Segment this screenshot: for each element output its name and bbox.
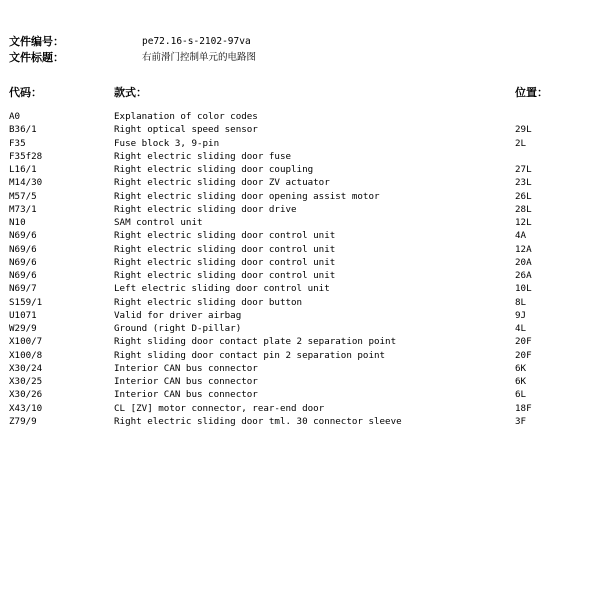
list-item bbox=[0, 123, 607, 136]
component-description: Right electric sliding door button bbox=[114, 296, 303, 308]
component-code: X43/10 bbox=[9, 402, 43, 414]
component-description: Right electric sliding door control unit bbox=[114, 243, 336, 255]
list-item bbox=[0, 335, 607, 348]
list-item bbox=[0, 415, 607, 428]
component-description: Left electric sliding door control unit bbox=[114, 283, 330, 295]
component-code: N69/6 bbox=[9, 243, 37, 255]
component-position: 29L bbox=[515, 124, 532, 136]
component-code: X30/24 bbox=[9, 362, 43, 374]
list-item bbox=[0, 110, 607, 123]
list-item bbox=[0, 229, 607, 242]
component-code: M14/30 bbox=[9, 177, 43, 189]
component-code: A0 bbox=[9, 111, 21, 122]
component-description: SAM control unit bbox=[114, 217, 203, 228]
component-position: 9J bbox=[515, 309, 527, 321]
component-position: 2L bbox=[515, 137, 527, 149]
component-code: S159/1 bbox=[9, 296, 43, 308]
component-description: CL [ZV] motor connector, rear-end door bbox=[114, 402, 325, 414]
list-item bbox=[0, 402, 607, 415]
list-item bbox=[0, 203, 607, 216]
list-item bbox=[0, 349, 607, 362]
list-item bbox=[0, 190, 607, 203]
component-description: Right electric sliding door ZV actuator bbox=[114, 177, 330, 189]
component-code: X100/8 bbox=[9, 349, 43, 361]
component-description: Right electric sliding door control unit bbox=[114, 230, 336, 242]
list-item bbox=[0, 388, 607, 401]
component-code: N10 bbox=[9, 217, 26, 228]
component-code: W29/9 bbox=[9, 323, 37, 334]
component-code: N69/7 bbox=[9, 283, 37, 295]
component-code: F35f28 bbox=[9, 150, 43, 162]
list-item bbox=[0, 375, 607, 388]
component-description: Right electric sliding door tml. 30 connector sleeve bbox=[114, 415, 402, 427]
component-position: 20F bbox=[515, 349, 532, 361]
list-item bbox=[0, 269, 607, 282]
component-position: 4A bbox=[515, 230, 527, 242]
code-column-header: 代码： bbox=[9, 86, 42, 99]
component-code: N69/6 bbox=[9, 270, 37, 281]
desc-column-header: 款式： bbox=[114, 86, 147, 99]
component-code: Z79/9 bbox=[9, 415, 37, 427]
component-position: 8L bbox=[515, 296, 527, 308]
component-description: Right electric sliding door coupling bbox=[114, 164, 314, 175]
component-position: 28L bbox=[515, 203, 532, 215]
doc-number-value: pe72.16-s-2102-97va bbox=[142, 36, 251, 47]
list-item bbox=[0, 256, 607, 269]
component-position: 20F bbox=[515, 336, 532, 348]
component-position: 23L bbox=[515, 177, 532, 189]
component-code: X100/7 bbox=[9, 336, 43, 348]
component-code: M57/5 bbox=[9, 190, 37, 202]
list-item bbox=[0, 176, 607, 189]
component-position: 26L bbox=[515, 190, 532, 202]
component-position: 27L bbox=[515, 164, 532, 175]
list-item bbox=[0, 309, 607, 322]
component-list bbox=[0, 110, 607, 428]
doc-title-value: 右前滑门控制单元的电路图 bbox=[142, 52, 257, 63]
component-description: Interior CAN bus connector bbox=[114, 389, 258, 401]
component-position: 4L bbox=[515, 323, 527, 334]
component-code: B36/1 bbox=[9, 124, 37, 136]
component-description: Right electric sliding door fuse bbox=[114, 150, 292, 162]
component-description: Right electric sliding door opening assist motor bbox=[114, 190, 380, 202]
component-position: 12L bbox=[515, 217, 532, 228]
component-position: 3F bbox=[515, 415, 527, 427]
component-description: Right electric sliding door control unit bbox=[114, 270, 336, 281]
component-description: Right optical speed sensor bbox=[114, 124, 258, 136]
list-item bbox=[0, 322, 607, 335]
component-position: 6L bbox=[515, 389, 527, 401]
list-item bbox=[0, 216, 607, 229]
component-code: U1071 bbox=[9, 309, 37, 321]
component-position: 20A bbox=[515, 256, 532, 268]
component-position: 18F bbox=[515, 402, 532, 414]
component-description: Interior CAN bus connector bbox=[114, 376, 258, 387]
component-code: N69/6 bbox=[9, 256, 37, 268]
component-position: 6K bbox=[515, 376, 527, 387]
doc-number-label: 文件编号： bbox=[9, 35, 64, 48]
component-description: Explanation of color codes bbox=[114, 111, 258, 122]
component-description: Right sliding door contact pin 2 separation point bbox=[114, 349, 386, 361]
component-description: Right electric sliding door drive bbox=[114, 203, 297, 215]
component-code: M73/1 bbox=[9, 203, 37, 215]
component-description: Valid for driver airbag bbox=[114, 309, 242, 321]
pos-column-header: 位置： bbox=[515, 86, 548, 99]
component-description: Ground (right D-pillar) bbox=[114, 323, 242, 334]
component-code: L16/1 bbox=[9, 164, 37, 175]
component-description: Interior CAN bus connector bbox=[114, 362, 258, 374]
component-code: N69/6 bbox=[9, 230, 37, 242]
list-item bbox=[0, 243, 607, 256]
component-position: 12A bbox=[515, 243, 532, 255]
doc-title-label: 文件标题： bbox=[9, 51, 64, 64]
component-position: 26A bbox=[515, 270, 532, 281]
component-code: X30/25 bbox=[9, 376, 43, 387]
list-item bbox=[0, 137, 607, 150]
component-code: F35 bbox=[9, 137, 26, 149]
component-description: Fuse block 3, 9-pin bbox=[114, 137, 220, 149]
component-position: 6K bbox=[515, 362, 527, 374]
list-item bbox=[0, 163, 607, 176]
component-description: Right electric sliding door control unit bbox=[114, 256, 336, 268]
list-item bbox=[0, 150, 607, 163]
list-item bbox=[0, 296, 607, 309]
list-item bbox=[0, 362, 607, 375]
component-position: 10L bbox=[515, 283, 532, 295]
list-item bbox=[0, 282, 607, 295]
component-description: Right sliding door contact plate 2 separation point bbox=[114, 336, 397, 348]
component-code: X30/26 bbox=[9, 389, 43, 401]
